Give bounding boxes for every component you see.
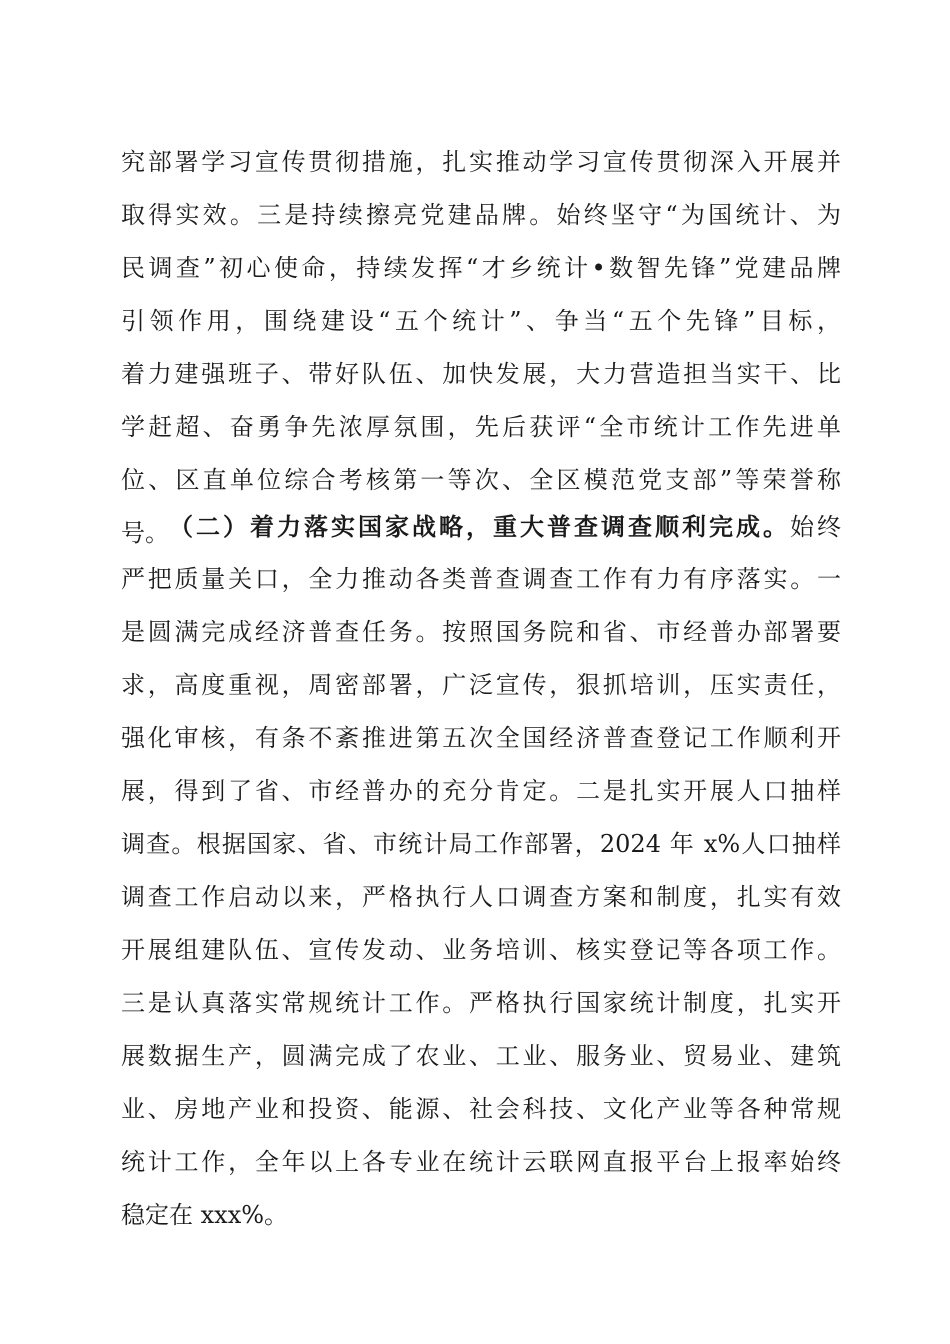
paragraph-line: 三是认真落实常规统计工作。严格执行国家统计制度，扎实开 xyxy=(121,989,841,1017)
paragraph-line: 号。 xyxy=(121,519,169,547)
paragraph-party-building xyxy=(121,136,841,560)
heading-line-continuation: 始终 xyxy=(790,513,841,541)
paragraph-line: 学赶超、奋勇争先浓厚氛围，先后获评“全市统计工作先进单 xyxy=(121,413,841,441)
paragraph-line: 稳定在 xxx%。 xyxy=(121,1201,289,1229)
paragraph-line: 强化审核，有条不紊推进第五次全国经济普查登记工作顺利开 xyxy=(121,724,841,752)
paragraph-line: 展数据生产，圆满完成了农业、工业、服务业、贸易业、建筑 xyxy=(121,1042,841,1070)
paragraph-line: 究部署学习宣传贯彻措施，扎实推动学习宣传贯彻深入开展并 xyxy=(121,148,841,176)
paragraph-line: 调查。根据国家、省、市统计局工作部署，2024 年 x%人口抽样 xyxy=(121,830,841,858)
paragraph-line: 统计工作，全年以上各专业在统计云联网直报平台上报率始终 xyxy=(121,1148,841,1176)
paragraph-line: 调查工作启动以来，严格执行人口调查方案和制度，扎实有效 xyxy=(121,883,841,911)
paragraph-line: 着力建强班子、带好队伍、加快发展，大力营造担当实干、比 xyxy=(121,360,841,388)
paragraph-line: 是圆满完成经济普查任务。按照国务院和省、市经普办部署要 xyxy=(121,618,841,646)
section-heading: （二）着力落实国家战略，重大普查调查顺利完成。 xyxy=(169,512,790,541)
paragraph-census-surveys xyxy=(121,500,841,1242)
paragraph-line: 位、区直单位综合考核第一等次、全区模范党支部”等荣誉称 xyxy=(121,466,841,494)
paragraph-line: 引领作用，围绕建设“五个统计”、争当“五个先锋”目标， xyxy=(121,307,841,335)
paragraph-line: 求，高度重视，周密部署，广泛宣传，狠抓培训，压实责任， xyxy=(121,671,841,699)
paragraph-line: 取得实效。三是持续擦亮党建品牌。始终坚守“为国统计、为 xyxy=(121,201,841,229)
paragraph-line: 展，得到了省、市经普办的充分肯定。二是扎实开展人口抽样 xyxy=(121,777,841,805)
paragraph-line: 业、房地产业和投资、能源、社会科技、文化产业等各种常规 xyxy=(121,1095,841,1123)
paragraph-line: 开展组建队伍、宣传发动、业务培训、核实登记等各项工作。 xyxy=(121,936,841,964)
paragraph-first-line xyxy=(121,500,841,553)
paragraph-line: 严把质量关口，全力推动各类普查调查工作有力有序落实。一 xyxy=(121,565,841,593)
paragraph-line: 民调查”初心使命，持续发挥“才乡统计•数智先锋”党建品牌 xyxy=(121,254,841,282)
